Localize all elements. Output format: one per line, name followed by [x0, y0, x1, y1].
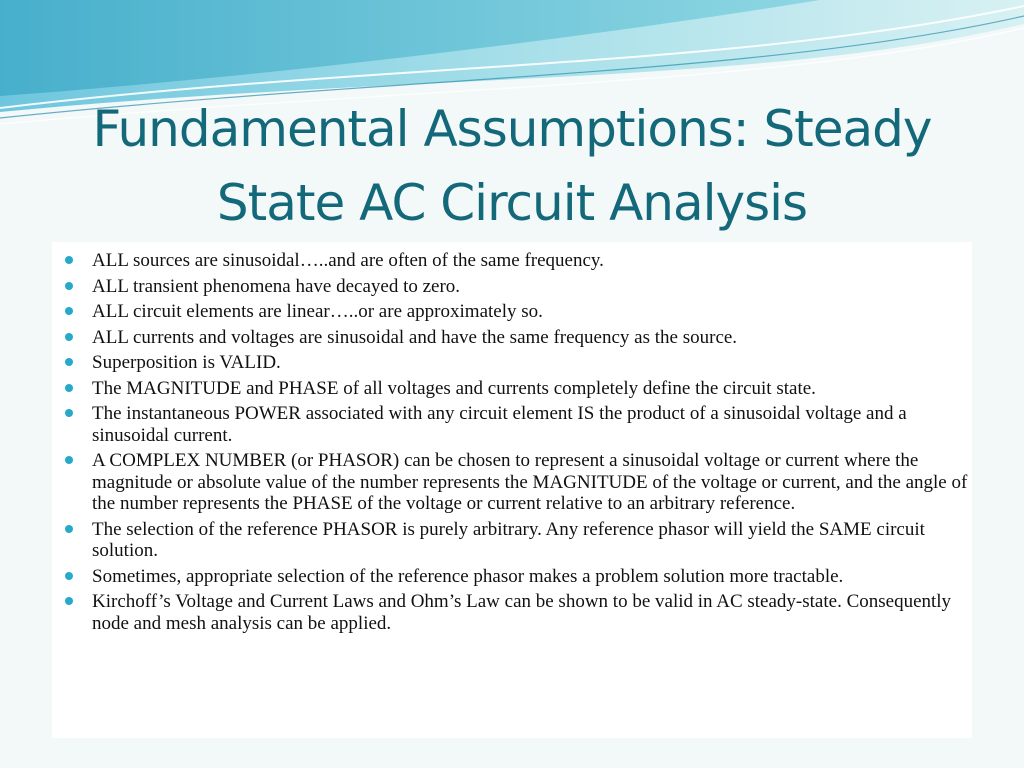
bullet-dot-icon [65, 307, 73, 315]
bullet-item [65, 519, 970, 562]
bullet-text: The selection of the reference PHASOR is purely arbitrary. Any reference phasor will yield the SAME circuit solution. [92, 518, 925, 561]
bullet-text: Sometimes, appropriate selection of the reference phasor makes a problem solution more tractable. [92, 565, 844, 587]
bullet-item [65, 276, 970, 298]
bullet-text: ALL transient phenomena have decayed to zero. [92, 275, 461, 297]
bullet-dot-icon [65, 409, 73, 417]
bullet-text: ALL currents and voltages are sinusoidal and have the same frequency as the source. [92, 326, 738, 348]
slide-title: Fundamental Assumptions: Steady State AC Circuit Analysis [92, 100, 932, 232]
bullet-item [65, 352, 970, 374]
bullet-item [65, 378, 970, 400]
bullet-text: The MAGNITUDE and PHASE of all voltages and currents completely define the circuit state. [92, 377, 816, 399]
bullet-list [65, 250, 970, 638]
bullet-text: A COMPLEX NUMBER (or PHASOR) can be chosen to represent a sinusoidal voltage or current where the magnitude or absolute value of the number represents the MAGNITUDE of the voltage or current, and the angle of the number represents the PHASE of the voltage or current relative to an arbitrary reference. [92, 450, 968, 514]
bullet-dot-icon [65, 282, 73, 290]
bullet-dot-icon [65, 384, 73, 392]
bullet-item [65, 301, 970, 323]
bullet-text: Superposition is VALID. [92, 352, 281, 373]
bullet-item [65, 591, 970, 634]
bullet-dot-icon [65, 525, 73, 533]
bullet-item [65, 566, 970, 588]
bullet-dot-icon [65, 456, 73, 464]
bullet-item [65, 327, 970, 349]
bullet-dot-icon [65, 597, 73, 605]
bullet-text: ALL circuit elements are linear…..or are approximately so. [92, 301, 543, 322]
bullet-dot-icon [65, 572, 73, 580]
bullet-text: ALL sources are sinusoidal…..and are often of the same frequency. [92, 250, 604, 271]
bullet-dot-icon [65, 333, 73, 341]
bullet-item [65, 250, 970, 272]
bullet-dot-icon [65, 358, 73, 366]
bullet-dot-icon [65, 256, 73, 264]
bullet-text: Kirchoff’s Voltage and Current Laws and Ohm’s Law can be shown to be valid in AC steady-state. Consequently node and mesh analysis can be applied. [92, 591, 952, 634]
bullet-text: The instantaneous POWER associated with any circuit element IS the product of a sinusoidal voltage and a sinusoidal current. [92, 403, 907, 446]
bullet-item [65, 450, 970, 515]
bullet-item [65, 403, 970, 446]
